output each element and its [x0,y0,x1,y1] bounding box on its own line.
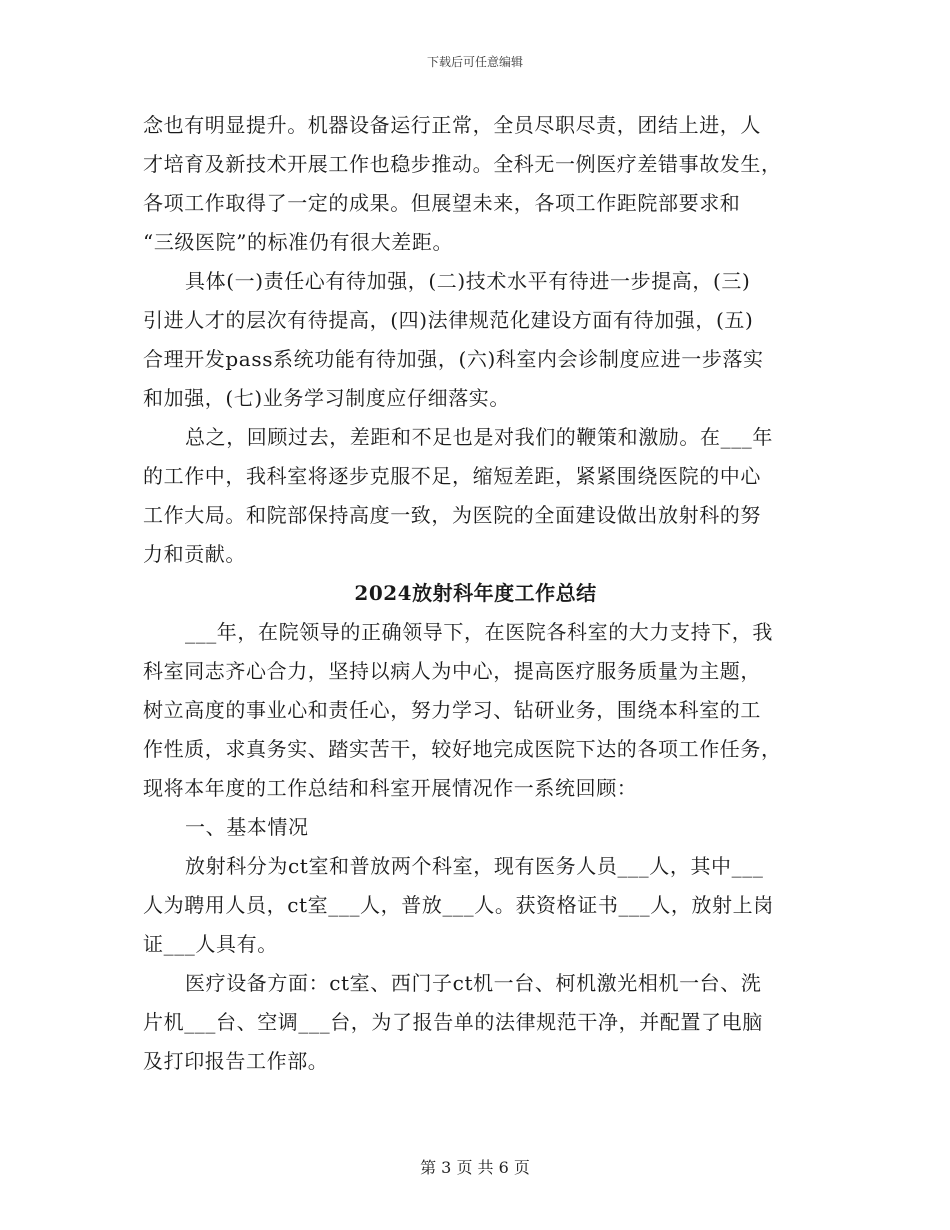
paragraph-line: 才培育及新技术开展工作也稳步推动。全科无一例医疗差错事故发生， [143,152,782,176]
paragraph-line: “三级医院”的标准仍有很大差距。 [143,230,454,254]
document-body [143,110,808,1085]
paragraph-line: 树立高度的事业心和责任心，努力学习、钻研业务，围绕本科室的工 [143,698,761,722]
paragraph-line: 各项工作取得了一定的成果。但展望未来，各项工作距院部要求和 [143,191,741,215]
paragraph-line: 科室同志齐心合力，坚持以病人为中心，提高医疗服务质量为主题， [143,659,761,683]
paragraph-line: 人为聘用人员，ct室___人，普放___人。获资格证书___人，放射上岗 [143,893,774,917]
paragraph-line: 总之，回顾过去，差距和不足也是对我们的鞭策和激励。在___年 [185,425,773,449]
paragraph-line: 工作大局。和院部保持高度一致，为医院的全面建设做出放射科的努 [143,503,761,527]
page-number: 第 3 页 共 6 页 [420,1158,530,1177]
paragraph-line: 放射科分为ct室和普放两个科室，现有医务人员___人，其中___ [185,854,764,878]
paragraph-line: 片机___台、空调___台，为了报告单的法律规范干净，并配置了电脑 [143,1010,763,1034]
paragraph-line: 作性质，求真务实、踏实苦干，较好地完成医院下达的各项工作任务， [143,737,782,761]
paragraph-line: 具体(一)责任心有待加强，(二)技术水平有待进一步提高，(三) [185,269,751,293]
paragraph-line: 力和贡献。 [143,542,246,566]
section-title: 2024放射科年度工作总结 [354,581,597,605]
paragraph-line: 引进人才的层次有待提高，(四)法律规范化建设方面有待加强，(五) [143,308,754,332]
paragraph-line: 的工作中，我科室将逐步克服不足，缩短差距，紧紧围绕医院的中心 [143,464,761,488]
paragraph-line: ___年，在院领导的正确领导下，在医院各科室的大力支持下，我 [185,620,773,644]
paragraph-line: 和加强，(七)业务学习制度应仔细落实。 [143,386,511,410]
paragraph-line: 合理开发pass系统功能有待加强，(六)科室内会诊制度应进一步落实 [143,347,764,371]
paragraph-line: 医疗设备方面：ct室、西门子ct机一台、柯机激光相机一台、洗 [185,971,762,995]
subsection-heading: 一、基本情况 [185,815,309,839]
paragraph-line: 及打印报告工作部。 [143,1049,329,1073]
paragraph-line: 念也有明显提升。机器设备运行正常，全员尽职尽责，团结上进，人 [143,113,761,137]
paragraph-line: 现将本年度的工作总结和科室开展情况作一系统回顾： [143,776,638,800]
header-note: 下载后可任意编辑 [426,55,523,69]
paragraph-line: 证___人具有。 [143,932,278,956]
